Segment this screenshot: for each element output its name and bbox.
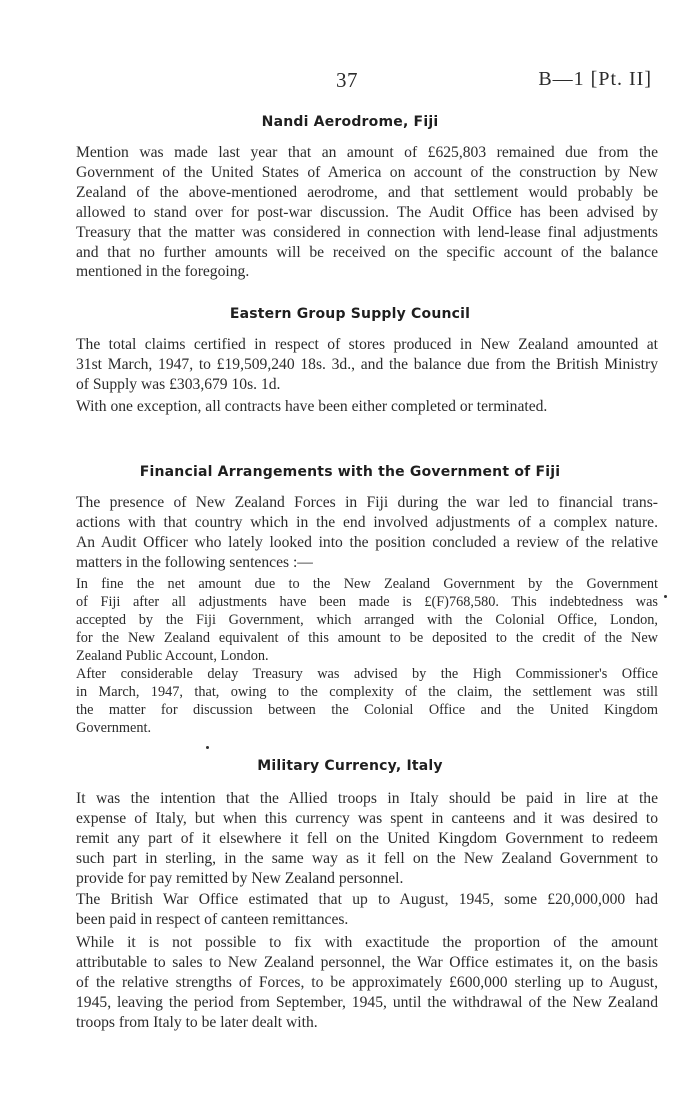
- stray-mark: [206, 746, 209, 749]
- text-line: troops from Italy to be later dealt with.: [76, 1013, 318, 1031]
- text-line: expense of Italy, but when this currency was spent in canteens and it was desired to: [76, 809, 658, 827]
- text-line: remit any part of it elsewhere it fell on the United Kingdom Government to redeem: [76, 829, 658, 847]
- paragraph: [48, 143, 658, 282]
- text-line: attributable to sales to New Zealand personnel, the War Office estimates it, on the basis: [76, 953, 658, 971]
- text-line: 31st March, 1947, to £19,509,240 18s. 3d., and the balance due from the British Ministry: [76, 355, 658, 373]
- paragraph: [48, 397, 658, 417]
- text-line: With one exception, all contracts have been either completed or terminated.: [76, 398, 548, 415]
- page-header: [0, 68, 700, 98]
- text-line: Treasury that the matter was considered in connection with lend-lease final adjustments: [76, 223, 658, 241]
- text-line: provide for pay remitted by New Zealand personnel.: [76, 869, 404, 887]
- text-line: An Audit Officer who lately looked into the position concluded a review of the relative: [76, 533, 658, 551]
- text-line: such part in sterling, in the same way as it fell on the New Zealand Government to: [76, 849, 658, 867]
- text-line: 1945, leaving the period from September, 1945, until the withdrawal of the New Zealand: [76, 993, 658, 1011]
- text-line: In fine the net amount due to the New Zealand Government by the Government: [76, 576, 658, 592]
- document-reference: B—1 [Pt. II]: [538, 68, 652, 90]
- text-line: The British War Office estimated that up to August, 1945, some £20,000,000 had: [76, 891, 658, 908]
- text-line: of the relative strengths of Forces, to be approximately £600,000 sterling up to August,: [76, 973, 658, 991]
- text-line: The presence of New Zealand Forces in Fiji during the war led to financial trans-: [76, 494, 658, 511]
- text-line: It was the intention that the Allied troops in Italy should be paid in lire at the: [76, 790, 658, 807]
- section-heading-military-currency: Military Currency, Italy: [257, 758, 443, 774]
- section-heading-nandi-aerodrome: Nandi Aerodrome, Fiji: [261, 114, 439, 130]
- text-line: Zealand of the above-mentioned aerodrome, and that settlement would probably be: [76, 183, 658, 201]
- quoted-paragraph: [48, 576, 658, 666]
- paragraph: [48, 890, 658, 930]
- text-line: actions with that country which in the end involved adjustments of a complex nature.: [76, 513, 658, 531]
- text-line: been paid in respect of canteen remittances.: [76, 910, 349, 928]
- text-line: mentioned in the foregoing.: [76, 263, 250, 281]
- paragraph: [48, 789, 658, 889]
- text-line: Mention was made last year that an amount of £625,803 remained due from the: [76, 144, 658, 161]
- text-line: accepted by the Fiji Government, which arranged with the Colonial Office, London,: [76, 611, 658, 628]
- paragraph: [48, 335, 658, 395]
- text-line: for the New Zealand equivalent of this amount to be deposited to the credit of the New: [76, 629, 658, 646]
- text-line: allowed to stand over for post-war discussion. The Audit Office has been advised by: [76, 203, 658, 221]
- text-line: matters in the following sentences :—: [76, 553, 313, 571]
- stray-mark: [664, 595, 667, 598]
- text-line: the matter for discussion between the Colonial Office and the United Kingdom: [76, 701, 658, 718]
- page-number: 37: [336, 68, 358, 92]
- text-line: in March, 1947, that, owing to the complexity of the claim, the settlement was still: [76, 683, 658, 700]
- text-line: After considerable delay Treasury was advised by the High Commissioner's Office: [76, 666, 658, 682]
- text-line: of Supply was £303,679 10s. 1d.: [76, 375, 281, 393]
- text-line: Zealand Public Account, London.: [76, 647, 269, 664]
- text-line: of Fiji after all adjustments have been made is £(F)768,580. This indebtedness was: [76, 593, 658, 610]
- section-heading-fiji-arrangements: Financial Arrangements with the Government of Fiji: [139, 464, 561, 480]
- paragraph: [48, 933, 658, 1033]
- section-heading-eastern-group: Eastern Group Supply Council: [229, 306, 471, 322]
- text-line: Government of the United States of America on account of the construction by New: [76, 163, 658, 181]
- paragraph: [48, 493, 658, 573]
- quoted-paragraph: [48, 666, 658, 738]
- text-line: Government.: [76, 719, 152, 736]
- text-line: The total claims certified in respect of stores produced in New Zealand amounted at: [76, 336, 658, 353]
- text-line: and that no further amounts will be received on the specific account of the balance: [76, 243, 658, 261]
- text-line: While it is not possible to fix with exactitude the proportion of the amount: [76, 934, 658, 951]
